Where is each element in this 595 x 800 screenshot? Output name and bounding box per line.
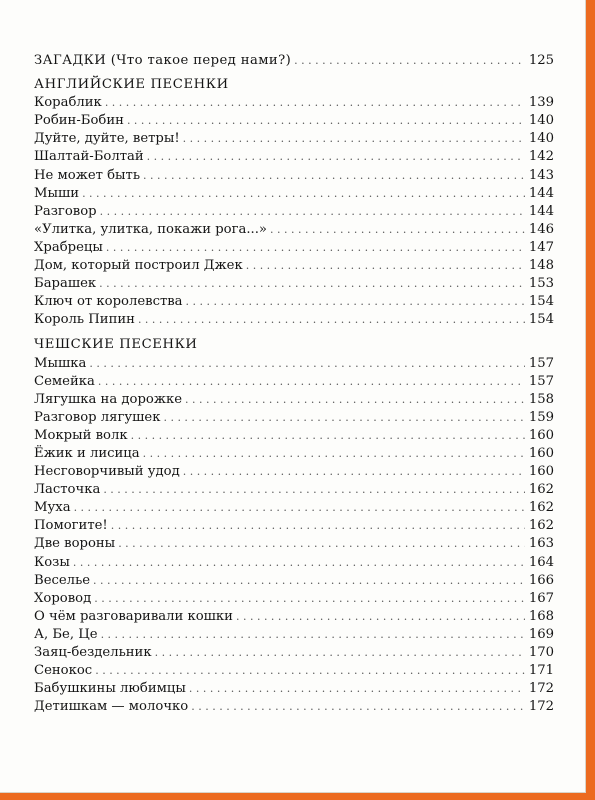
- toc-entry: [34, 221, 554, 239]
- toc-entry: [34, 554, 554, 572]
- toc-entry: [34, 608, 554, 626]
- toc-entry: [34, 257, 554, 275]
- toc-entry: [34, 445, 554, 463]
- dot-leader: [143, 445, 525, 463]
- toc-entry-title: А, Бе, Це: [34, 626, 98, 642]
- dot-leader: [163, 409, 525, 427]
- toc-entry-title: Дуйте, дуйте, ветры!: [34, 131, 180, 147]
- entry-list: [34, 94, 554, 329]
- toc-entry-title: Заяц-бездельник: [34, 645, 152, 660]
- toc-entry: [34, 167, 554, 185]
- toc-entry-page: 154: [528, 312, 554, 328]
- toc-entry-page: 142: [528, 149, 554, 165]
- toc-entry-title: Семейка: [34, 373, 95, 389]
- dot-leader: [74, 499, 525, 517]
- dot-leader: [191, 698, 525, 716]
- dot-leader: [101, 626, 525, 644]
- toc-entry-title: Не может быть: [34, 167, 141, 183]
- toc-entry-title: Две вороны: [34, 536, 116, 552]
- toc-entry-page: 170: [528, 645, 554, 660]
- toc-entry-title: Дом, который построил Джек: [34, 258, 243, 274]
- toc-entry-title: Веселье: [34, 572, 91, 588]
- toc-entry: [34, 517, 554, 535]
- toc-entry-page: 162: [528, 482, 554, 498]
- dot-leader: [147, 148, 525, 166]
- toc-entry: [34, 130, 554, 148]
- toc-entry: [34, 481, 554, 499]
- toc-entry-title: О чём разговаривали кошки: [34, 608, 233, 624]
- toc-entry-page: 157: [528, 373, 554, 389]
- toc-entry-title: Барашек: [34, 276, 97, 292]
- toc-entry: [34, 572, 554, 590]
- toc-entry-title: Несговорчивый удод: [34, 464, 180, 480]
- toc-entry-title: Мокрый волк: [34, 427, 128, 443]
- toc-entry-page: 160: [528, 427, 554, 443]
- toc-entry-page: 169: [528, 626, 554, 642]
- toc-entry: [34, 94, 554, 112]
- toc-entry-title: Бабушкины любимцы: [34, 681, 186, 697]
- dot-leader: [183, 130, 525, 148]
- toc-entry-title: Хоровод: [34, 590, 92, 606]
- toc-entry-page: 139: [528, 95, 554, 111]
- toc-entry: [34, 355, 554, 373]
- toc-entry-title: Муха: [34, 500, 71, 516]
- toc-entry-title: Кораблик: [34, 95, 102, 111]
- toc-entry-page: 140: [528, 113, 554, 129]
- toc-entry-page: 148: [528, 258, 554, 274]
- toc-entry-page: 159: [528, 409, 554, 425]
- toc-entry-title: Шалтай-Болтай: [34, 149, 144, 165]
- toc-entry: [34, 427, 554, 445]
- toc-entry-page: 166: [528, 572, 554, 588]
- toc-entry-page: 168: [528, 608, 554, 624]
- toc-entry-title: Мышка: [34, 355, 87, 371]
- dot-leader: [236, 608, 525, 626]
- toc-entry-title: Храбрецы: [34, 239, 103, 255]
- toc-entry-page: 140: [528, 131, 554, 147]
- toc-entry-title: Разговор лягушек: [34, 409, 161, 425]
- dot-leader: [155, 644, 525, 662]
- toc-entry-page: 172: [528, 699, 554, 715]
- toc-entry-title: Мыши: [34, 185, 80, 201]
- toc-entry-title: Помогите!: [34, 518, 108, 534]
- toc-entry: [34, 499, 554, 517]
- dot-leader: [270, 221, 525, 239]
- toc-entry-page: 144: [528, 203, 554, 219]
- entry-list: [34, 355, 554, 717]
- dot-leader: [106, 239, 525, 257]
- dot-leader: [111, 517, 525, 535]
- toc-entry: [34, 185, 554, 203]
- toc-entry-title: Сенокос: [34, 663, 93, 679]
- toc-entry-page: 167: [528, 590, 554, 606]
- toc-entry-page: 153: [528, 276, 554, 292]
- toc-entry-page: 160: [528, 464, 554, 480]
- toc-entry-page: 157: [528, 355, 554, 371]
- toc-entry: [34, 148, 554, 166]
- toc-entry-page: 162: [528, 500, 554, 516]
- toc-entry: [34, 626, 554, 644]
- toc-entry-page: 154: [528, 294, 554, 310]
- toc-entry: [34, 644, 554, 662]
- section-czech-songs: [34, 336, 554, 716]
- toc-entry: [34, 463, 554, 481]
- toc-entry-page: 171: [528, 663, 554, 679]
- toc-entry-page: 172: [528, 681, 554, 697]
- dot-leader: [185, 391, 525, 409]
- table-of-contents: [34, 52, 554, 716]
- toc-entry-title: Лягушка на дорожке: [34, 391, 183, 407]
- dot-leader: [294, 52, 525, 70]
- toc-entry: [34, 590, 554, 608]
- dot-leader: [118, 535, 525, 553]
- toc-entry-title: Ключ от королевства: [34, 294, 183, 310]
- toc-entry-title: Разговор: [34, 203, 97, 219]
- dot-leader: [100, 203, 525, 221]
- toc-entry-page: 160: [528, 445, 554, 461]
- dot-leader: [73, 554, 525, 572]
- toc-entry-page: 143: [528, 167, 554, 183]
- section-heading: ЧЕШСКИЕ ПЕСЕНКИ: [34, 337, 198, 353]
- toc-entry-page: 162: [528, 518, 554, 534]
- toc-entry-page: 144: [528, 185, 554, 201]
- dot-leader: [99, 275, 525, 293]
- dot-leader: [127, 112, 525, 130]
- toc-entry-page: 164: [528, 554, 554, 570]
- toc-entry-title: Ласточка: [34, 482, 101, 498]
- dot-leader: [183, 463, 525, 481]
- dot-leader: [105, 94, 525, 112]
- toc-entry: [34, 239, 554, 257]
- toc-entry-page: 125: [528, 53, 554, 68]
- dot-leader: [94, 590, 525, 608]
- section-english-songs: [34, 76, 554, 329]
- toc-entry: [34, 293, 554, 311]
- toc-entry: [34, 535, 554, 553]
- toc-entry-title: Король Пипин: [34, 312, 135, 328]
- dot-leader: [82, 185, 525, 203]
- dot-leader: [98, 373, 525, 391]
- dot-leader: [246, 257, 525, 275]
- dot-leader: [89, 355, 525, 373]
- toc-entry-riddles: [34, 52, 554, 70]
- toc-entry-page: 158: [528, 391, 554, 407]
- toc-entry-page: 147: [528, 239, 554, 255]
- toc-entry-title: ЗАГАДКИ (Что такое перед нами?): [34, 53, 292, 68]
- toc-entry: [34, 373, 554, 391]
- toc-entry-page: 146: [528, 221, 554, 237]
- toc-entry: [34, 698, 554, 716]
- toc-entry: [34, 275, 554, 293]
- toc-entry: [34, 409, 554, 427]
- spacer: [34, 329, 554, 336]
- dot-leader: [143, 167, 525, 185]
- toc-entry: [34, 203, 554, 221]
- dot-leader: [103, 481, 525, 499]
- section-heading: АНГЛИЙСКИЕ ПЕСЕНКИ: [34, 77, 229, 93]
- toc-entry-page: 163: [528, 536, 554, 552]
- toc-entry-title: «Улитка, улитка, покажи рога...»: [34, 221, 268, 237]
- toc-entry-title: Робин-Бобин: [34, 113, 124, 129]
- toc-entry-title: Детишкам — молочко: [34, 699, 189, 715]
- dot-leader: [189, 680, 525, 698]
- toc-entry-title: Ёжик и лисица: [34, 445, 140, 461]
- toc-entry: [34, 680, 554, 698]
- toc-entry: [34, 311, 554, 329]
- toc-entry: [34, 662, 554, 680]
- dot-leader: [93, 572, 525, 590]
- dot-leader: [131, 427, 525, 445]
- dot-leader: [186, 293, 525, 311]
- toc-entry: [34, 112, 554, 130]
- dot-leader: [95, 662, 525, 680]
- toc-entry: [34, 391, 554, 409]
- toc-entry-title: Козы: [34, 554, 70, 570]
- dot-leader: [138, 311, 525, 329]
